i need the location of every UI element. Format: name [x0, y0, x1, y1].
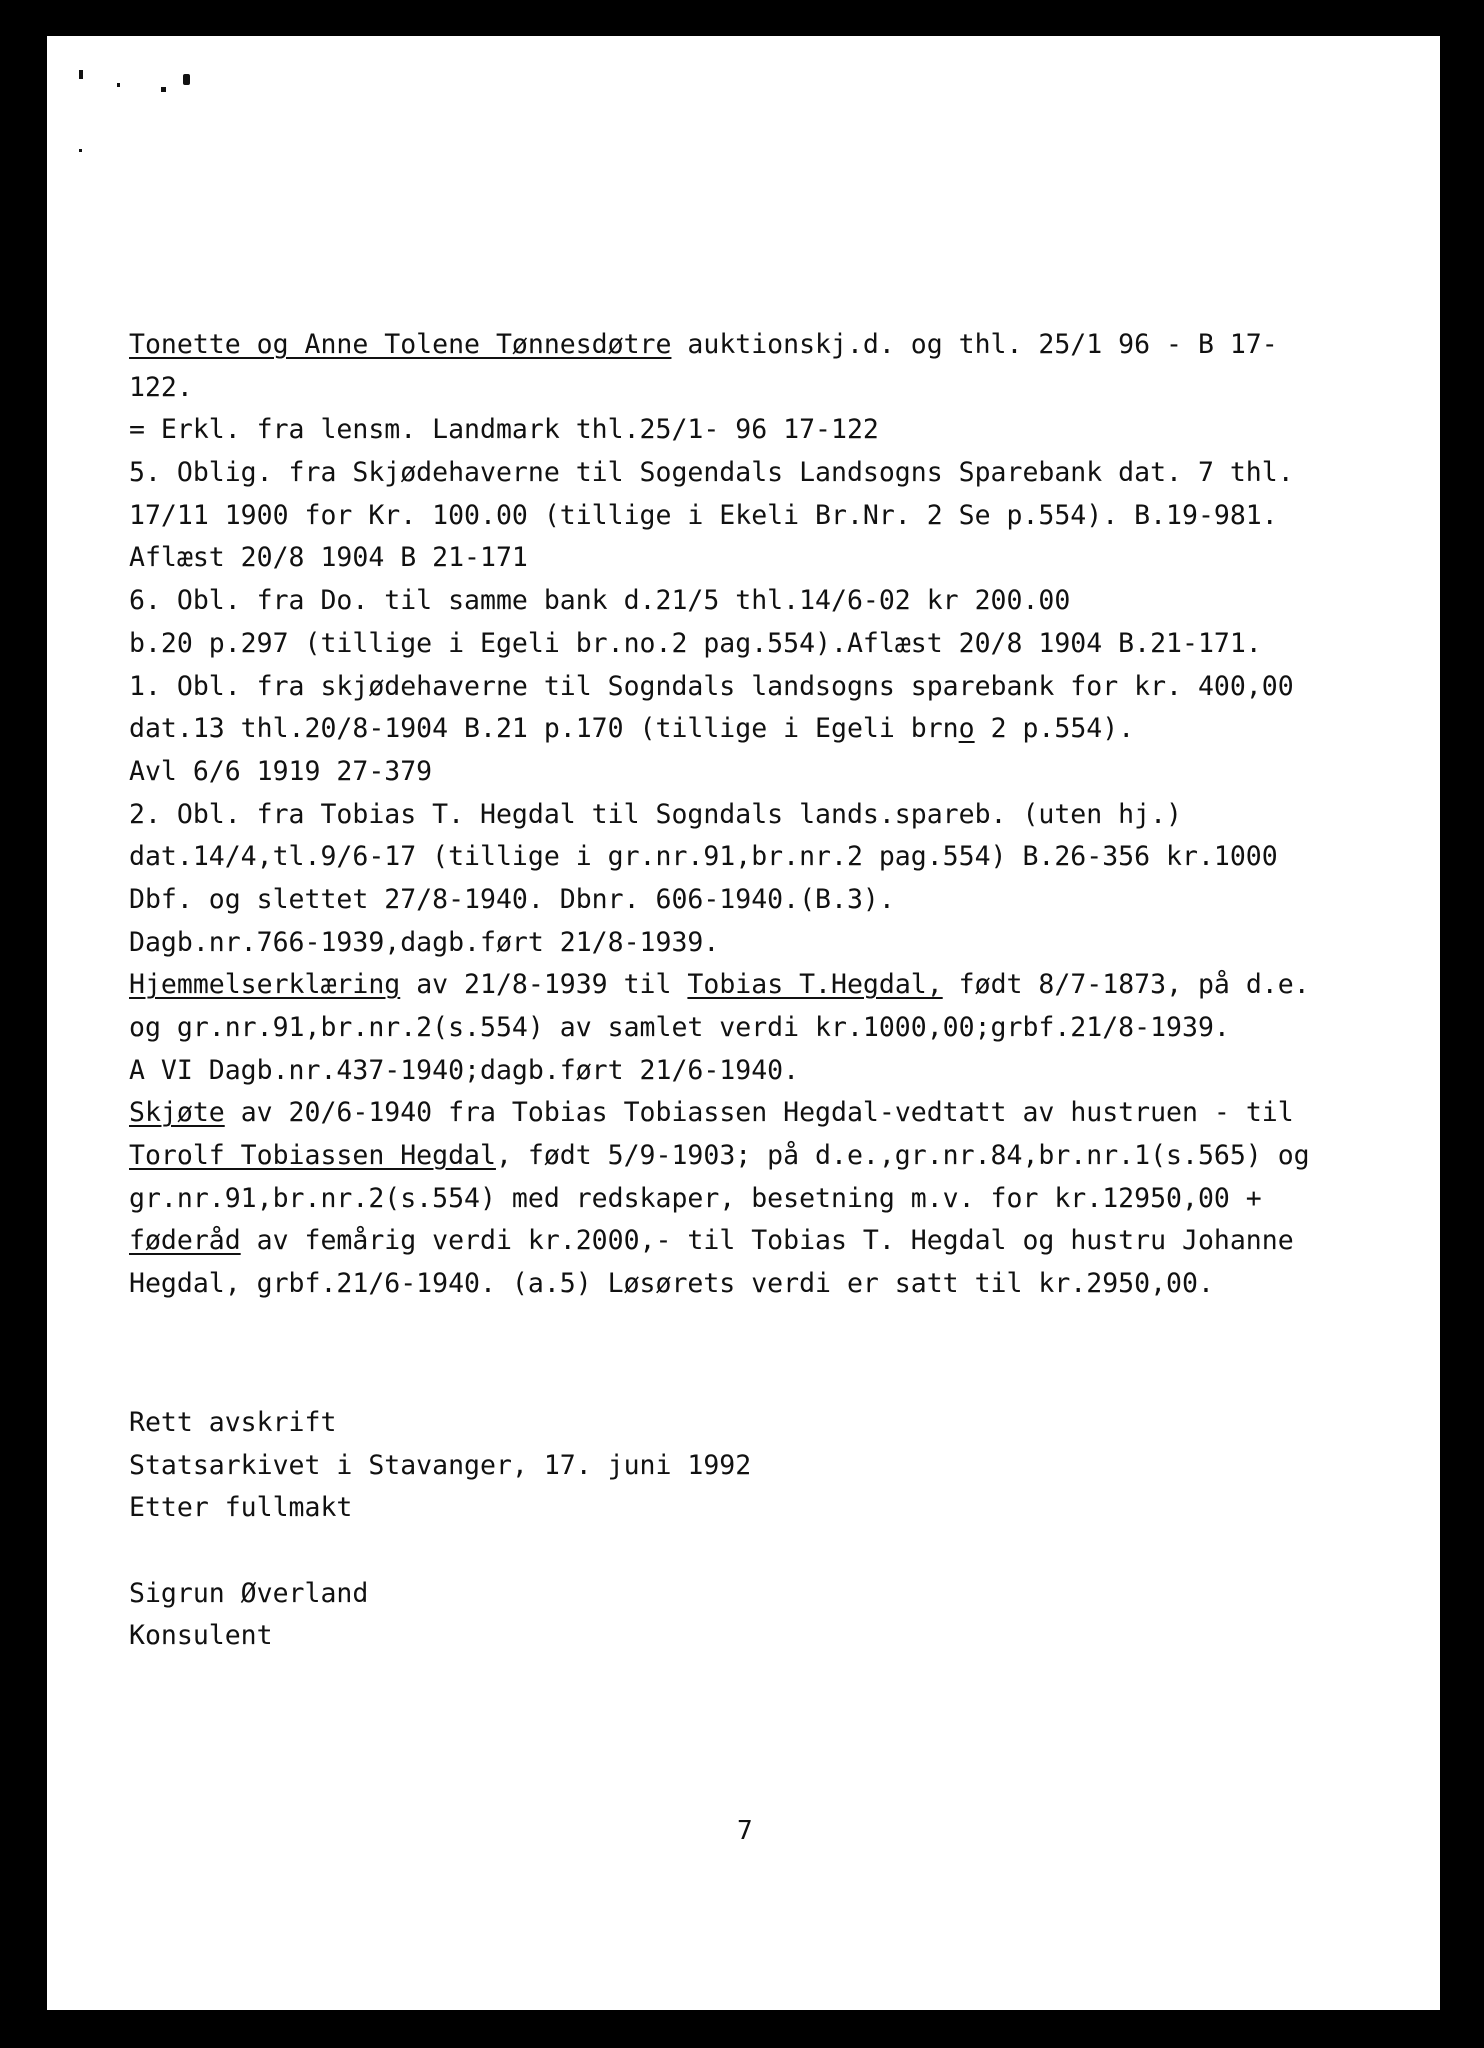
text-line: [129, 794, 1419, 837]
attestation-line: Rett avskrift: [129, 1407, 337, 1438]
text-segment: Dagb.nr.766-1939,dagb.ført 21/8-1939.: [129, 926, 720, 958]
underlined-text: o: [958, 713, 975, 745]
text-segment: Hegdal, grbf.21/6-1940. (a.5) Løsørets verdi er satt til kr.2950,00.: [129, 1268, 1214, 1300]
text-line: [129, 495, 1419, 538]
text-line: [129, 1263, 1419, 1306]
scan-mark: [161, 87, 166, 92]
text-line: [129, 666, 1419, 709]
text-line: [129, 1092, 1419, 1135]
text-segment: Dbf. og slettet 27/8-1940. Dbnr. 606-1940.(B.3).: [129, 883, 895, 915]
text-segment: auktionskj.d. og thl. 25/1 96 - B 17-: [671, 329, 1278, 360]
signer-title: Konsulent: [129, 1620, 273, 1652]
text-line: [129, 580, 1419, 623]
text-segment: Avl 6/6 1919 27-379: [129, 755, 433, 787]
text-segment: 17/11 1900 for Kr. 100.00 (tillige i Ekeli Br.Nr. 2 Se p.554). B.19-981.: [129, 499, 1278, 531]
text-segment: 2 p.554).: [974, 713, 1135, 745]
text-segment: 6. Obl. fra Do. til samme bank d.21/5 thl.14/6-02 kr 200.00: [129, 585, 1071, 617]
page-number: 7: [737, 1816, 753, 1846]
text-line: [129, 1220, 1419, 1263]
text-line: [129, 964, 1419, 1007]
attestation-block: [129, 1402, 751, 1658]
underlined-text: Torolf Tobiassen Hegdal: [129, 1140, 496, 1172]
text-segment: av 21/8-1939 til: [400, 969, 688, 1001]
signer-name: Sigrun Øverland: [129, 1577, 369, 1609]
text-line: [129, 452, 1419, 495]
underlined-text: Tobias T.Hegdal,: [687, 969, 943, 1001]
underlined-text: Tonette og Anne Tolene Tønnesdøtre: [129, 329, 672, 360]
text-segment: av 20/6-1940 fra Tobias Tobiassen Hegdal-vedtatt av hustruen - til: [224, 1097, 1294, 1129]
text-segment: = Erkl. fra lensm. Landmark thl.25/1- 96 17-122: [129, 414, 879, 446]
text-line: [129, 708, 1419, 751]
text-line: [129, 409, 1419, 452]
text-segment: 1. Obl. fra skjødehaverne til Sogndals landsogns sparebank for kr. 400,00: [129, 670, 1294, 702]
text-line: [129, 537, 1419, 580]
text-line: [129, 922, 1419, 965]
text-segment: dat.14/4,tl.9/6-17 (tillige i gr.nr.91,br.nr.2 pag.554) B.26-356 kr.1000: [129, 841, 1278, 873]
record-text: [129, 324, 1419, 1306]
underlined-text: føderåd: [129, 1225, 241, 1257]
text-segment: født 8/7-1873, på d.e.: [942, 969, 1310, 1001]
text-segment: 2. Obl. fra Tobias T. Hegdal til Sogndals lands.spareb. (uten hj.): [129, 798, 1182, 830]
underlined-text: Skjøte: [129, 1097, 225, 1129]
document-page: [47, 36, 1440, 2010]
text-line: [129, 1050, 1419, 1093]
attestation-archive: Statsarkivet i Stavanger, 17. juni 1992: [129, 1449, 752, 1481]
text-line: [129, 1007, 1419, 1050]
underlined-text: Hjemmelserklæring: [129, 969, 401, 1001]
text-segment: 122.: [129, 371, 193, 403]
scan-mark: [183, 74, 190, 85]
text-segment: gr.nr.91,br.nr.2(s.554) med redskaper, besetning m.v. for kr.12950,00 +: [129, 1182, 1262, 1214]
blank-line: [129, 1530, 751, 1573]
text-segment: b.20 p.297 (tillige i Egeli br.no.2 pag.554).Aflæst 20/8 1904 B.21-171.: [129, 627, 1262, 659]
scan-mark: [79, 70, 83, 79]
text-line: [129, 623, 1419, 666]
text-line: [129, 324, 1419, 367]
text-segment: 5. Oblig. fra Skjødehaverne til Sogendals Landsogns Sparebank dat. 7 thl.: [129, 457, 1294, 489]
scan-mark: [79, 149, 82, 152]
text-line: [129, 367, 1419, 410]
text-segment: og gr.nr.91,br.nr.2(s.554) av samlet verdi kr.1000,00;grbf.21/8-1939.: [129, 1012, 1230, 1043]
scan-mark: [117, 83, 120, 87]
text-line: [129, 751, 1419, 794]
text-segment: Aflæst 20/8 1904 B 21-171: [129, 542, 528, 574]
text-line: [129, 836, 1419, 879]
text-segment: , født 5/9-1903; på d.e.,gr.nr.84,br.nr.1(s.565) og: [495, 1140, 1310, 1172]
text-line: [129, 879, 1419, 922]
text-segment: A VI Dagb.nr.437-1940;dagb.ført 21/6-1940.: [129, 1054, 800, 1086]
text-line: [129, 1178, 1419, 1221]
text-line: [129, 1135, 1419, 1178]
text-segment: av femårig verdi kr.2000,- til Tobias T. Hegdal og hustru Johanne: [240, 1225, 1294, 1257]
text-segment: dat.13 thl.20/8-1904 B.21 p.170 (tillige i Egeli brn: [129, 713, 959, 745]
attestation-authority: Etter fullmakt: [129, 1492, 353, 1524]
